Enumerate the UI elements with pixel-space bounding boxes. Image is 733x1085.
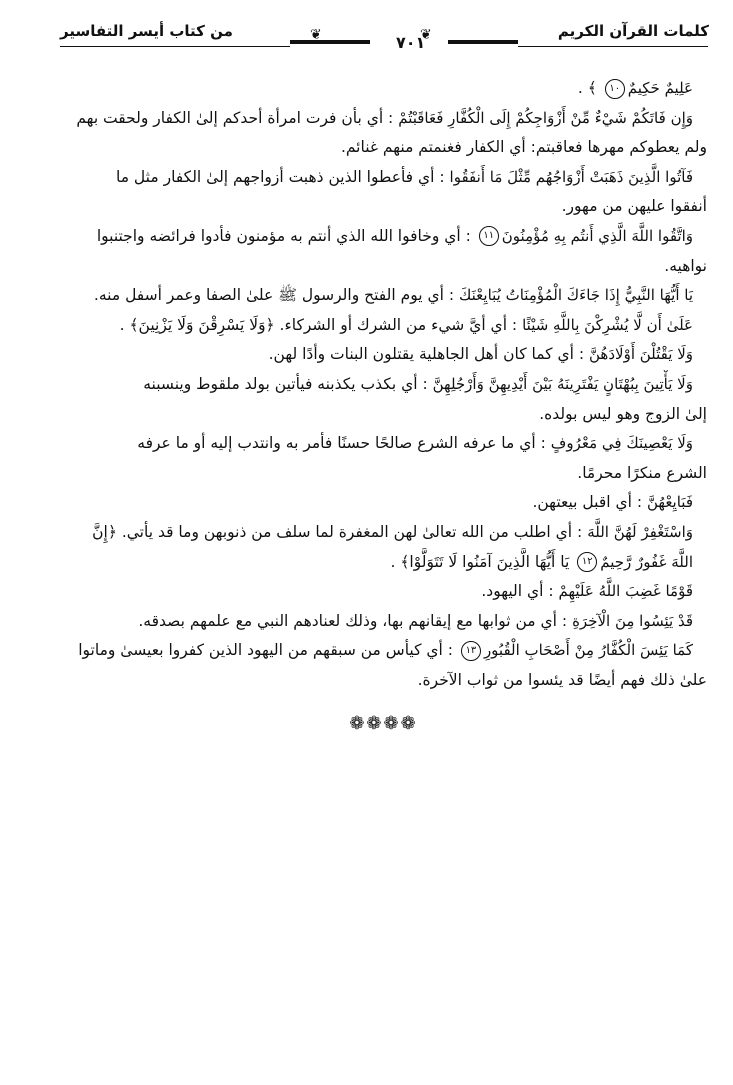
ayah-number: ١٣ <box>461 641 481 661</box>
header-thin-rule-right <box>518 46 708 47</box>
text-line <box>60 281 707 311</box>
quran-phrase: قَوْمًا غَضِبَ اللَّهُ عَلَيْهِمْ <box>558 582 693 601</box>
quran-phrase: يَا أَيُّهَا النَّبِيُّ إِذَا جَاءَكَ الْمُؤْمِنَاتُ يُبَايِعْنَكَ <box>458 286 693 305</box>
explanation: : أي كيأس من سبقهم من اليهود الذين كفروا بعيسىٰ وماتوا <box>78 641 453 660</box>
ornament-left-icon: ❦ <box>310 27 322 43</box>
explanation: الشرع منكرًا محرمًا. <box>577 463 707 482</box>
explanation: : أي اليهود. <box>481 582 554 601</box>
end-ornament-icon: ❁❁❁❁ <box>349 713 418 735</box>
page-body <box>60 74 707 739</box>
text-line <box>60 311 707 341</box>
ayah-number: ١٢ <box>577 552 597 572</box>
quran-phrase: كَمَا يَئِسَ الْكُفَّارُ مِنْ أَصْحَابِ الْقُبُورِ <box>483 641 693 660</box>
explanation: : أي أيَّ شيء من الشرك أو الشركاء. ﴿وَلَا يَسْرِقْنَ وَلَا يَزْنِينَ﴾ . <box>119 315 518 334</box>
explanation: : أي ما عرفه الشرع صالحًا حسنًا فأمر به وانتدب إليه أو ما عرفه <box>137 434 546 453</box>
explanation: إلىٰ الزوج وهو ليس بولده. <box>539 404 707 423</box>
quran-phrase: وَإِن فَاتَكُمْ شَيْءٌ مِّنْ أَزْوَاجِكُمْ إِلَى الْكُفَّارِ فَعَاقَبْتُمْ <box>398 108 693 127</box>
explanation: أنفقوا عليهن من مهور. <box>561 197 707 216</box>
quran-phrase: عَلِيمٌ حَكِيمٌ <box>627 79 693 97</box>
quran-phrase: وَلَا يَعْصِينَكَ فِي مَعْرُوفٍ <box>550 434 693 453</box>
quran-phrase: وَلَا يَأْتِينَ بِبُهْتَانٍ يَفْتَرِينَهُ بَيْنَ أَيْدِيهِنَّ وَأَرْجُلِهِنَّ <box>432 374 693 393</box>
text-line <box>60 222 707 252</box>
header-rule-left <box>290 40 370 44</box>
text-line <box>60 163 707 193</box>
quran-phrase: وَلَا يَقْتُلْنَ أَوْلَادَهُنَّ <box>589 345 693 364</box>
ornament-right-icon: ❦ <box>420 27 432 43</box>
ayah-number: ١٠ <box>605 79 625 99</box>
explanation: : أي بكذب يكذبنه فيأتين بولد ملقوط وينسبنه <box>143 374 428 393</box>
book-title: كلمات القرآن الكريم <box>557 22 709 40</box>
text-line <box>60 340 707 370</box>
text-line <box>60 548 707 578</box>
text-line <box>60 429 707 459</box>
quran-phrase: عَلَىٰ أَن لَّا يُشْرِكْنَ بِاللَّهِ شَيْئًا <box>522 315 693 334</box>
explanation: : أي اطلب من الله تعالىٰ لهن المغفرة لما سلف من ذنوبهن وما قد يأتي. ﴿إِنَّ <box>92 522 583 541</box>
text-line <box>60 192 707 222</box>
ayah-number: ١١ <box>479 226 499 246</box>
text-line <box>60 577 707 607</box>
explanation: ولم يعطوكم مهرها فعاقبتم: أي الكفار فغنمتم منهم غنائم. <box>340 138 707 157</box>
quran-phrase: قَدْ يَئِسُوا مِنَ الْآخِرَةِ <box>572 611 693 630</box>
text-line <box>60 488 707 518</box>
explanation: : أي فأعطوا الذين ذهبت أزواجهم إلىٰ الكفار مثل ما <box>115 167 445 186</box>
text-line <box>60 252 707 282</box>
explanation: : أي اقبل بيعتهن. <box>532 493 643 512</box>
page-number: ٧٠١ <box>396 33 426 52</box>
explanation: ﴾ . <box>577 79 597 97</box>
explanation: : أي كما كان أهل الجاهلية يقتلون البنات وأدًا لهن. <box>268 345 585 364</box>
quran-phrase: وَاسْتَغْفِرْ لَهُنَّ اللَّهَ <box>587 522 693 541</box>
text-line <box>60 133 707 163</box>
text-line <box>60 636 707 666</box>
header-rule-right <box>448 40 518 44</box>
quran-phrase: فَبَايِعْهُنَّ <box>646 493 693 512</box>
text-line <box>60 74 707 104</box>
text-line <box>60 459 707 489</box>
explanation: : أي بأن فرت امرأة أحدكم إلىٰ الكفار ولحقت بهم <box>76 108 394 127</box>
explanation: : أي يوم الفتح والرسول ﷺ علىٰ الصفا وعمر أسفل منه. <box>93 286 455 305</box>
text-line <box>60 518 707 548</box>
explanation: : أي وخافوا الله الذي أنتم به مؤمنون فأدوا فرائضه واجتنبوا <box>96 226 471 245</box>
quran-phrase: اللَّهَ غَفُورٌ رَّحِيمٌ <box>600 552 693 571</box>
text-line <box>60 370 707 400</box>
text-line <box>60 400 707 430</box>
text-line <box>60 607 707 637</box>
source-title: من كتاب أيسر التفاسير <box>60 22 233 40</box>
explanation: نواهيه. <box>664 256 707 275</box>
quran-phrase: فَآتُوا الَّذِينَ ذَهَبَتْ أَزْوَاجُهُم مِّثْلَ مَا أَنفَقُوا <box>449 167 693 186</box>
text-line <box>60 666 707 696</box>
header-thin-rule-left <box>60 46 290 47</box>
explanation: يَا أَيُّهَا الَّذِينَ آمَنُوا لَا تَتَوَلَّوْا﴾ . <box>390 552 570 571</box>
text-line <box>60 104 707 134</box>
explanation: : أي من ثوابها مع إيقانهم بها، وذلك لعنادهم النبي مع علمهم بصدقه. <box>138 611 568 630</box>
quran-phrase: وَاتَّقُوا اللَّهَ الَّذِي أَنتُم بِهِ مُؤْمِنُونَ <box>501 226 693 245</box>
explanation: علىٰ ذلك فهم أيضًا قد يئسوا من ثواب الآخرة. <box>417 670 707 689</box>
